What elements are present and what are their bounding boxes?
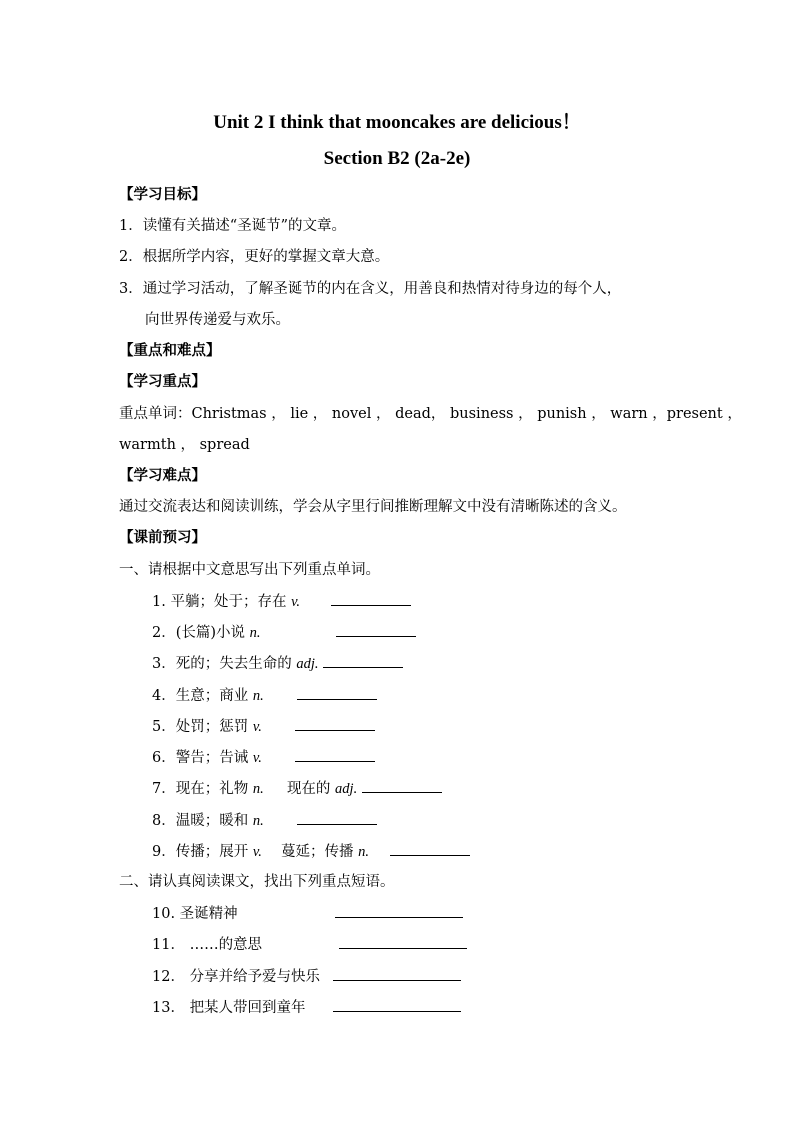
key-difficult-heading: 【重点和难点】 [119,342,221,359]
word-item [152,622,416,643]
phrase-item [152,934,467,955]
word-pos: v. [252,844,262,860]
word-item [152,685,377,706]
difficult-heading: 【学习难点】 [119,467,206,484]
word-number: 1. [152,594,166,610]
word-pos: n. [252,688,264,704]
answer-blank[interactable] [339,934,467,949]
word-number: 6． [152,750,176,766]
word-item [152,653,403,674]
objectives-heading: 【学习目标】 [119,186,206,203]
word-item [152,778,442,799]
word-chinese: 处罚；惩罚 [175,719,249,735]
phrase-number: 12． [152,969,185,985]
document-title: Unit 2 I think that mooncakes are delicious！ [213,112,581,133]
word-chinese-2: 蔓延；传播 [281,844,354,860]
phrase-item [152,903,463,924]
answer-blank[interactable] [362,778,442,793]
phrase-item [152,966,461,987]
answer-blank[interactable] [297,810,377,825]
word-chinese: (长篇)小说 [175,625,246,641]
word-pos-2: adj. [335,781,358,797]
answer-blank[interactable] [333,997,461,1012]
word-number: 3． [152,656,176,672]
word-chinese-2: 现在的 [286,781,331,797]
word-item [152,841,470,862]
phrase-item [152,997,461,1018]
phrase-chinese: 把某人带回到童年 [189,1000,306,1016]
focus-heading: 【学习重点】 [119,373,206,390]
word-number: 2． [152,625,176,641]
word-chinese: 温暖；暖和 [175,813,249,829]
answer-blank[interactable] [336,622,416,637]
answer-blank[interactable] [297,685,377,700]
word-chinese: 生意；商业 [175,688,249,704]
word-chinese: 死的；失去生命的 [175,656,292,672]
word-chinese: 平躺；处于；存在 [170,594,287,610]
answer-blank[interactable] [295,747,375,762]
document-subtitle: Section B2 (2a-2e) [323,148,471,169]
word-pos: adj. [296,656,319,672]
answer-blank[interactable] [295,716,375,731]
focus-words-line: 重点单词：Christmas ， lie ， novel ， dead， business ， punish ， warn ，present ， [119,406,742,422]
word-number: 8． [152,813,176,829]
word-pos: v. [252,750,262,766]
objective-item: 2．根据所学内容，更好的掌握文章大意。 [119,249,390,265]
word-number: 4． [152,688,176,704]
word-number: 9． [152,844,176,860]
word-item [152,810,377,831]
word-chinese: 传播；展开 [175,844,249,860]
phrase-number: 13． [152,1000,185,1016]
part1-title: 一、请根据中文意思写出下列重点单词。 [119,562,380,578]
word-pos: n. [252,781,264,797]
word-pos: n. [249,625,261,641]
phrase-number: 10. [152,906,176,922]
answer-blank[interactable] [323,653,403,668]
word-number: 5． [152,719,176,735]
word-number: 7． [152,781,176,797]
phrase-chinese: ……的意思 [189,937,263,953]
focus-words-line: warmth ， spread [119,437,250,453]
difficult-text: 通过交流表达和阅读训练，学会从字里行间推断理解文中没有清晰陈述的含义。 [119,499,627,515]
word-pos: v. [252,719,262,735]
word-chinese: 现在；礼物 [175,781,249,797]
word-pos: v. [291,594,301,610]
answer-blank[interactable] [331,591,411,606]
phrase-number: 11． [152,937,185,953]
phrase-chinese: 圣诞精神 [179,906,238,922]
objective-item: 3．通过学习活动，了解圣诞节的内在含义，用善良和热情对待身边的每个人， [119,281,622,297]
objective-item: 1．读懂有关描述“圣诞节”的文章。 [119,218,347,234]
word-chinese: 警告；告诫 [175,750,249,766]
phrase-chinese: 分享并给予爱与快乐 [189,969,321,985]
word-pos-2: n. [358,844,370,860]
word-item [152,747,375,768]
answer-blank[interactable] [335,903,463,918]
objective-item-continued: 向世界传递爱与欢乐。 [145,312,290,328]
word-item [152,591,411,612]
word-pos: n. [252,813,264,829]
part2-title: 二、请认真阅读课文，找出下列重点短语。 [119,874,395,890]
word-item [152,716,375,737]
preview-heading: 【课前预习】 [119,529,206,546]
answer-blank[interactable] [333,966,461,981]
answer-blank[interactable] [390,841,470,856]
